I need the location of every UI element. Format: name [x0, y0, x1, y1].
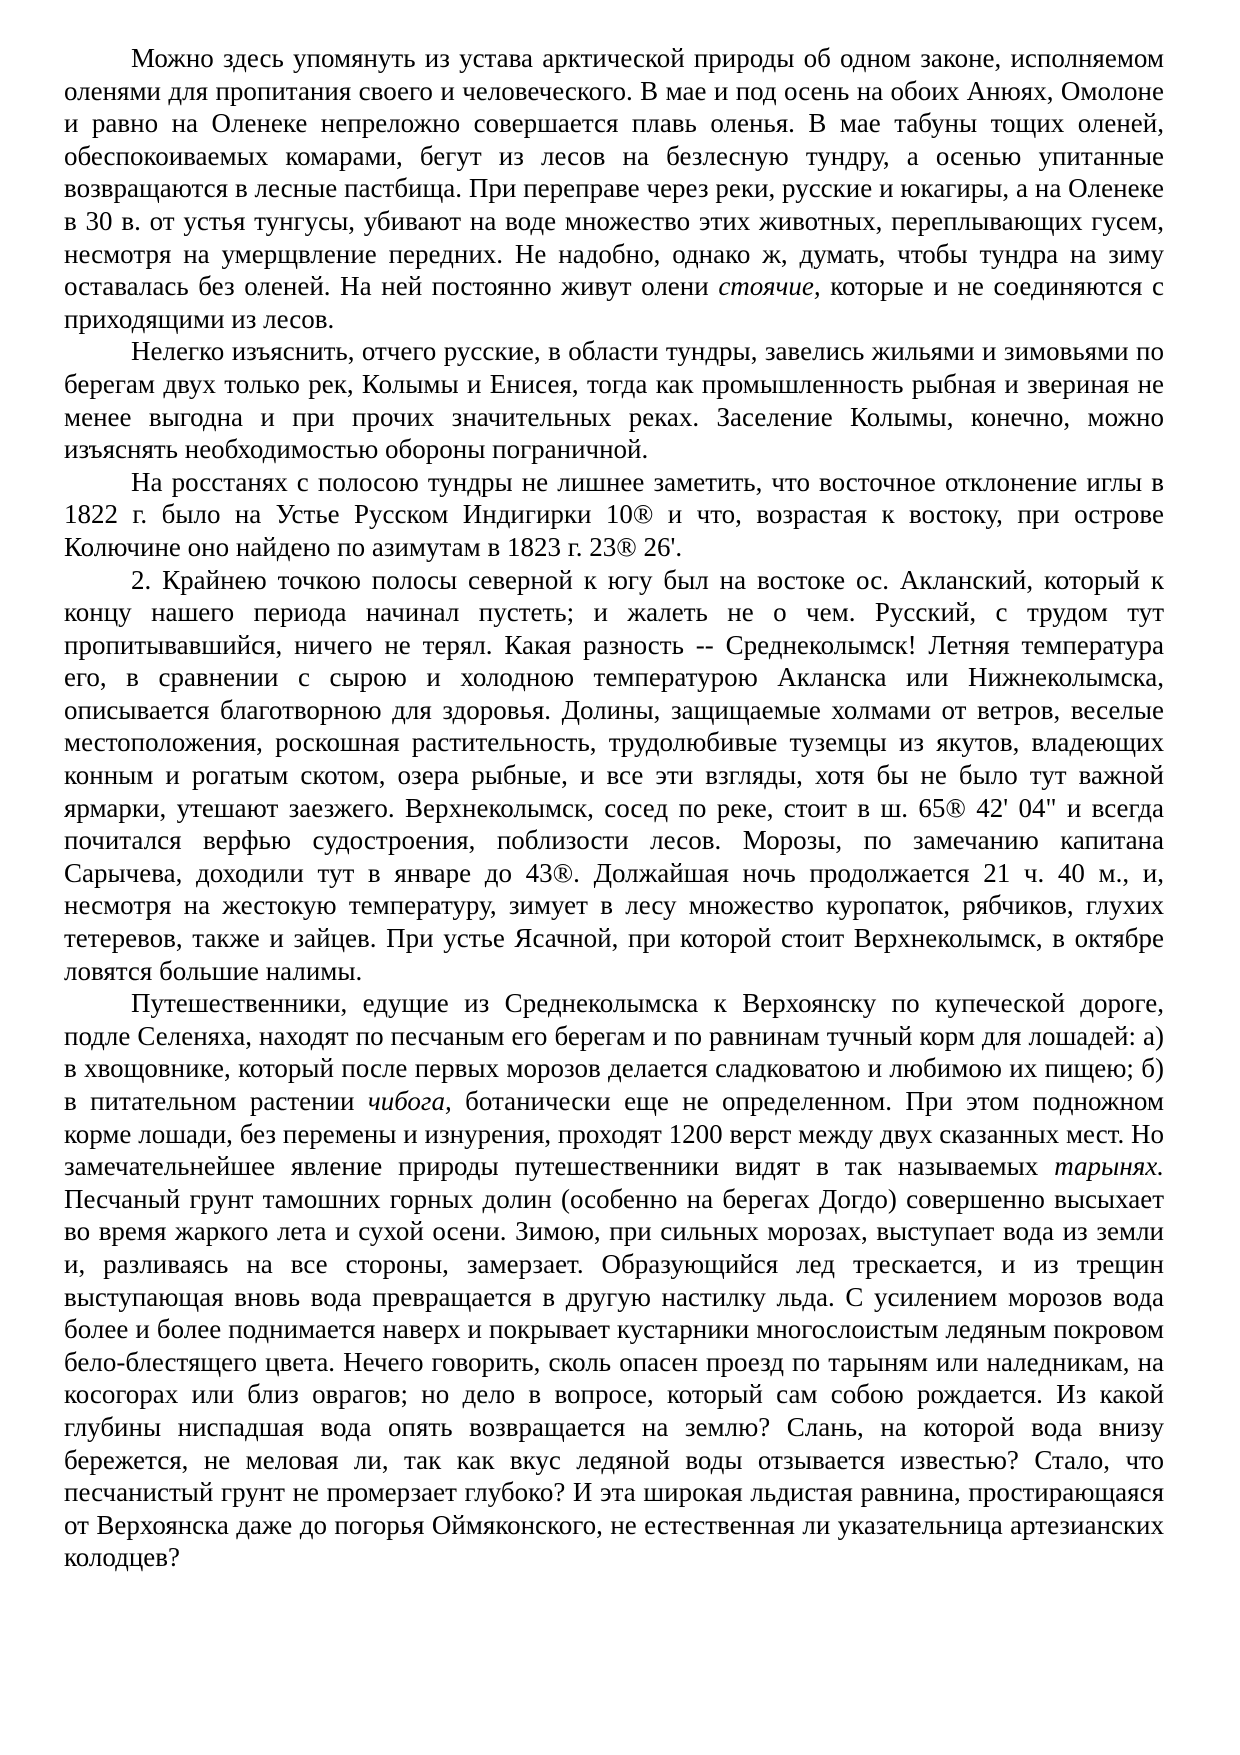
text-run: Путешественники, едущие из Среднеколымска к Верхоянску по купеческой дороге, подле Селеняха, находят по песчаным его берегам и по равнинам тучный корм для лошадей: а) в хвощовнике, который после первых морозов делается сладковатою и любимою их пищею; б) в питательном растении	[64, 988, 1164, 1116]
paragraph	[64, 466, 1164, 564]
paragraph	[64, 987, 1164, 1574]
paragraph	[64, 564, 1164, 988]
text-run: ботанически еще не определенном. При этом подножном корме лошади, без перемены и изнурения, проходят 1200 верст между двух сказанных мест. Но замечательнейшее явление природы путешественники видят в так называемых	[64, 1086, 1164, 1182]
text-run: На росстанях с полосою тундры не лишнее заметить, что восточное отклонение иглы в 1822 г. было на Устье Русском Индигирки 10® и что, возрастая к востоку, при острове Колючине оно найдено по азимутам в 1823 г. 23® 26'.	[64, 466, 1164, 562]
paragraph	[64, 335, 1164, 465]
italic-term: чибога,	[367, 1086, 452, 1116]
italic-term: тарынях.	[1054, 1151, 1164, 1182]
text-run: 2. Крайнею точкою полосы северной к югу был на востоке ос. Акланский, который к концу нашего периода начинал пустеть; и жалеть не о чем. Русский, с трудом тут пропитывавшийся, ничего не терял. Какая разность -- Среднеколымск! Летняя температура его, в сравнении с сырою и холодною температурою Акланска или Нижнеколымска, описывается благотворною для здоровья. Долины, защищаемые холмами от ветров, веселые местоположения, роскошная растительность, трудолюбивые туземцы из якутов, владеющих конным и рогатым скотом, озера рыбные, и все эти взгляды, хотя бы не было тут важной ярмарки, утешают заезжего. Верхнеколымск, сосед по реке, стоит в ш. 65® 42' 04" и всегда почитался верфью судостроения, поблизости лесов. Морозы, по замечанию капитана Сарычева, доходили тут в январе до 43®. Должайшая ночь продолжается 21 ч. 40 м., и, несмотря на жестокую температуру, зимует в лесу множество куропаток, рябчиков, глухих тетеревов, также и зайцев. При устье Ясачной, при которой стоит Верхнеколымск, в октябре ловятся большие налимы.	[64, 564, 1164, 986]
text-run: Песчаный грунт тамошних горных долин (особенно на берегах Догдо) совершенно высыхает во время жаркого лета и сухой осени. Зимою, при сильных морозах, выступает вода из земли и, разливаясь на все стороны, замерзает. Образующийся лед трескается, и из трещин выступающая вновь вода превращается в другую настилку льда. С усилением морозов вода более и более поднимается наверх и покрывает кустарники многослоистым ледяным покровом бело-блестящего цвета. Нечего говорить, сколь опасен проезд по тарыням или наледникам, на косогорах или близ оврагов; но дело в вопросе, который сам собою рождается. Из какой глубины ниспадшая вода опять возвращается на землю? Слань, на которой вода внизу бережется, не меловая ли, так как вкус ледяной воды отзывается известью? Стало, что песчанистый грунт не промерзает глубоко? И эта широкая льдистая равнина, простирающаяся от Верхоянска даже до погорья Оймяконского, не естественная ли указательница артезианских колодцев?	[64, 1183, 1164, 1573]
text-run: которые и не соединяются с приходящими из лесов.	[64, 271, 1164, 334]
text-run: Можно здесь упомянуть из устава арктической природы об одном законе, исполняемом оленями для пропитания своего и человеческого. В мае и под осень на обоих Анюях, Омолоне и равно на Оленеке непреложно совершается плавь оленья. В мае табуны тощих оленей, обеспокоиваемых комарами, бегут из лесов на безлесную тундру, а осенью упитанные возвращаются в лесные пастбища. При переправе через реки, русские и юкагиры, а на Оленеке в 30 в. от устья тунгусы, убивают на воде множество этих животных, переплывающих гусем, несмотря на умерщвление передних. Не надобно, однако ж, думать, чтобы тундра на зиму оставалась без оленей. На ней постоянно живут олени	[64, 43, 1164, 302]
text-run: Нелегко изъяснить, отчего русские, в области тундры, завелись жильями и зимовьями по берегам двух только рек, Колымы и Енисея, тогда как промышленность рыбная и звериная не менее выгодна и при прочих значительных реках. Заселение Колымы, конечно, можно изъяснять необходимостью обороны пограничной.	[64, 336, 1164, 465]
italic-term: стоячие,	[718, 271, 821, 302]
paragraph	[64, 42, 1164, 335]
